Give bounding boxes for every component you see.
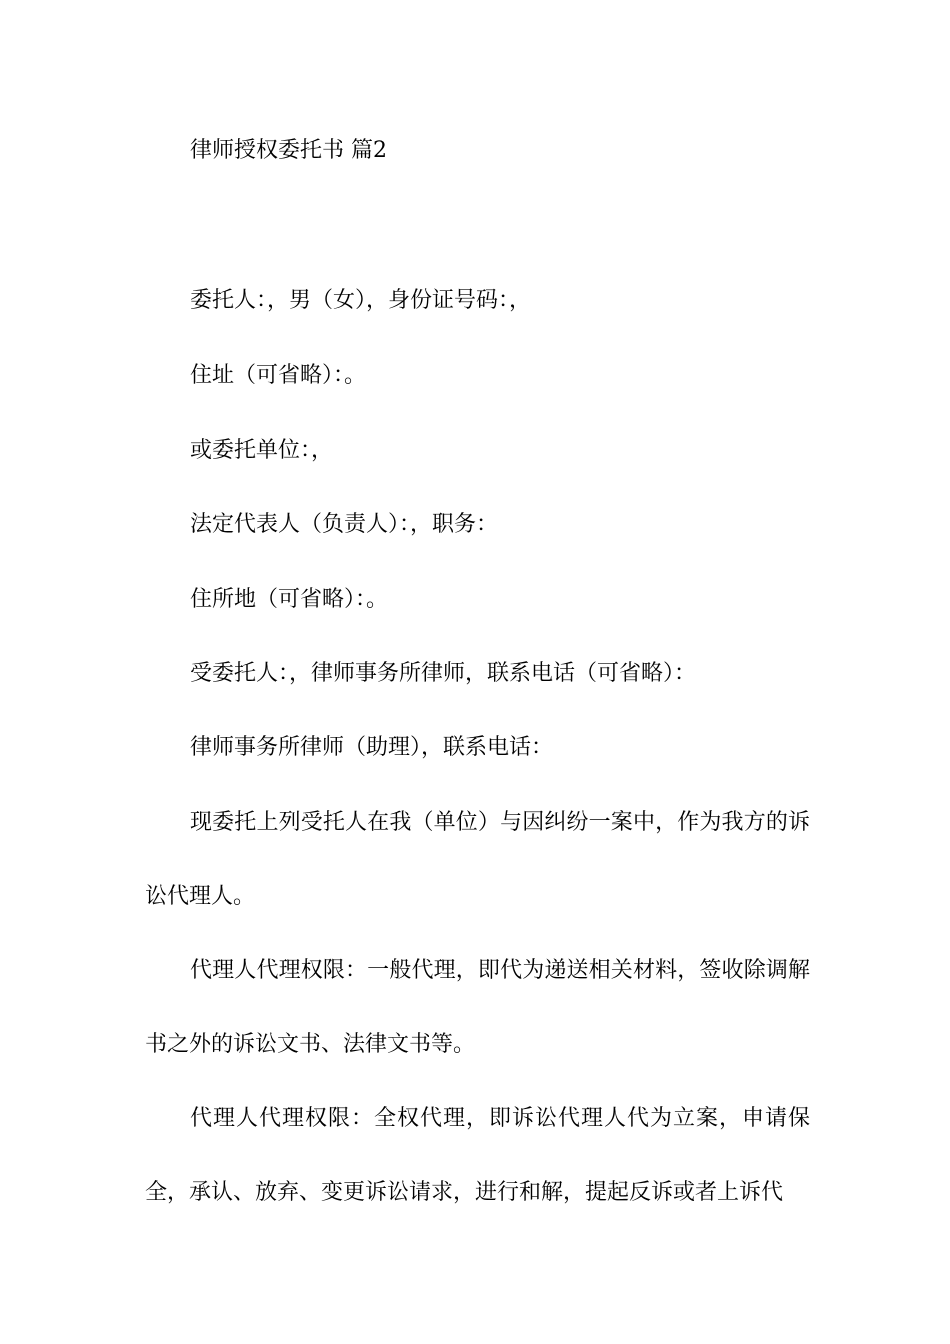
general-agency-paragraph: 代理人代理权限：一般代理，即代为递送相关材料，签收除调解书之外的诉讼文书、法律文书等。 (145, 958, 810, 1057)
domicile-line: 住所地（可省略）：。 (190, 587, 389, 612)
full-agency-paragraph: 代理人代理权限：全权代理，即诉讼代理人代为立案，申请保全，承认、放弃、变更诉讼请求，进行和解，提起反诉或者上诉代 (145, 1106, 810, 1205)
agent-line: 受委托人：，律师事务所律师，联系电话（可省略）： (190, 661, 697, 686)
document-title: 律师授权委托书 篇2 (190, 138, 387, 163)
entrustment-paragraph: 现委托上列受托人在我（单位）与因纠纷一案中，作为我方的诉讼代理人。 (145, 810, 810, 909)
principal-line: 委托人：，男（女），身份证号码：， (190, 288, 532, 313)
assistant-line: 律师事务所律师（助理），联系电话： (190, 735, 554, 760)
address-line: 住址（可省略）：。 (190, 363, 367, 388)
principal-unit-line: 或委托单位：， (190, 438, 334, 463)
legal-representative-line: 法定代表人（负责人）：，职务： (190, 512, 499, 537)
